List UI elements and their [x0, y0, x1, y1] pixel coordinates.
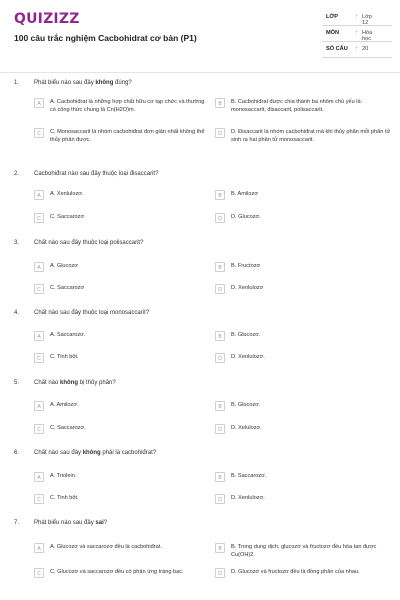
option-letter-box: C — [34, 353, 44, 363]
option-text: B. Glucozơ. — [231, 402, 261, 408]
question-number: 2. — [14, 171, 20, 177]
option-letter-box: C — [34, 213, 44, 223]
question-text — [34, 520, 107, 526]
option-letter-box: A — [34, 543, 44, 553]
option-letter-box: C — [34, 494, 44, 504]
option-text: A. Triolein. — [50, 473, 77, 479]
question-text-part: Chất nào sau đây thuộc loại polisaccarit? — [34, 240, 144, 246]
option-letter-box: D — [215, 353, 225, 363]
option-text: B. Cacbohiđrat được chia thành ba nhóm chủ yếu là: monosaccarit, đisaccarit, polisaccarit. — [231, 99, 363, 113]
option-letter-box: B — [215, 401, 225, 411]
question-text-part: Cacbohiđrat nào sau đây thuộc loại đisaccarit? — [34, 171, 159, 177]
meta-divider — [322, 57, 392, 58]
question-number: 1. — [14, 80, 20, 86]
option-letter-box: B — [215, 190, 225, 200]
question-number: 6. — [14, 450, 20, 456]
question-text — [34, 240, 143, 246]
option-letter-box: A — [34, 472, 44, 482]
meta-value: Hóa học — [362, 30, 373, 42]
option-letter-box: D — [215, 128, 225, 138]
option-letter-box: A — [34, 401, 44, 411]
question-text — [34, 80, 132, 86]
option-letter-box: D — [215, 568, 225, 578]
option-letter-box: B — [215, 331, 225, 341]
document-title: 100 câu trắc nghiệm Cacbohidrat cơ bản (P1) — [14, 33, 197, 43]
option-text: C. Saccarozơ — [50, 285, 85, 291]
option-letter-box: B — [215, 472, 225, 482]
option-text: C. Saccarozơ — [50, 214, 85, 220]
header — [0, 0, 400, 70]
option-letter-box: D — [215, 213, 225, 223]
question-text-part: ? — [103, 520, 108, 526]
option-letter-box: A — [34, 98, 44, 108]
question-text-emphasis: không — [82, 450, 101, 456]
option-text: B. Amilozơ — [231, 191, 258, 197]
question-number: 3. — [14, 240, 20, 246]
question-text-emphasis: sai — [95, 520, 104, 526]
meta-divider — [322, 41, 392, 42]
option-text: B. Saccarozơ. — [231, 473, 267, 479]
question-text — [34, 380, 116, 386]
option-letter-box: A — [34, 331, 44, 341]
option-text: D. Đisaccarit là nhóm cacbohiđrat mà khi thủy phân mỗi phân tử sinh ra hai phân tử monosaccarit. — [231, 129, 391, 143]
meta-colon: : — [356, 14, 358, 20]
option-text: D. Glucozơ. — [231, 214, 261, 220]
option-text: A. Xenlulozơ. — [50, 191, 84, 197]
question-text-part: Chất nào — [34, 380, 61, 386]
question-number: 7. — [14, 520, 20, 526]
option-text: A. Saccarozơ. — [50, 332, 86, 338]
option-text: A. Glucozơ và saccarozơ đều là cacbohiđrat. — [50, 544, 162, 550]
question-text-part: phải là cacbohiđrat? — [100, 450, 157, 456]
question-text-part: Chất nào sau đây thuộc loại monosaccarit? — [34, 310, 150, 316]
option-text: C. Tinh bột. — [50, 495, 79, 501]
question-text — [34, 171, 158, 177]
option-text: D. Xenlulozơ. — [231, 495, 265, 501]
header-divider — [0, 72, 400, 73]
question-number: 5. — [14, 380, 20, 386]
option-text: D. Xelulozơ. — [231, 425, 262, 431]
option-letter-box: C — [34, 568, 44, 578]
meta-label: MÔN — [326, 30, 340, 36]
meta-colon: : — [356, 46, 358, 52]
question-text — [34, 450, 156, 456]
question-text — [34, 310, 149, 316]
question-text-part: đúng? — [113, 80, 132, 86]
question-text-emphasis: không — [60, 380, 79, 386]
option-text: B. Glucozơ. — [231, 332, 261, 338]
option-letter-box: D — [215, 494, 225, 504]
meta-value: 20 — [362, 46, 369, 52]
option-text: B. Trong dung dịch, glucozơ và fructozơ đều hòa tan được Cu(OH)2. — [231, 544, 377, 558]
option-text: D. Glucozơ và fructozơ đều là đồng phân của nhau. — [231, 569, 360, 575]
option-text: A. Cacbohiđrat là những hợp chất hữu cơ tạp chức và thường có công thức chung là Cn(H2O)m. — [50, 99, 205, 113]
option-letter-box: A — [34, 262, 44, 272]
option-letter-box: D — [215, 284, 225, 294]
meta-value: Lớp 12 — [362, 14, 372, 26]
option-text: A. Amilozơ. — [50, 402, 79, 408]
question-text-emphasis: không — [95, 80, 114, 86]
option-letter-box: D — [215, 424, 225, 434]
question-number: 4. — [14, 310, 20, 316]
option-text: A. Glucozơ — [50, 263, 78, 269]
option-letter-box: C — [34, 128, 44, 138]
option-letter-box: C — [34, 424, 44, 434]
question-text-part: bị thủy phân? — [78, 380, 116, 386]
option-letter-box: A — [34, 190, 44, 200]
meta-label: SỐ CÂU — [326, 46, 348, 52]
option-text: B. Fructozơ — [231, 263, 261, 269]
option-text: C. Saccarozơ. — [50, 425, 86, 431]
option-text: C. Monosaccarit là nhóm cacbohiđrat đơn giản nhất không thể thủy phân được. — [50, 129, 205, 143]
question-text-part: Chất nào sau đây — [34, 450, 83, 456]
option-text: D. Xenlulozơ — [231, 285, 264, 291]
option-letter-box: B — [215, 543, 225, 553]
option-text: C. Tinh bột. — [50, 354, 79, 360]
option-text: C. Glucozơ và saccarozơ đều có phản ứng tráng bạc. — [50, 569, 184, 575]
option-letter-box: B — [215, 262, 225, 272]
option-text: D. Xenlulozơ. — [231, 354, 265, 360]
question-text-part: Phát biểu nào sau đây — [34, 520, 96, 526]
meta-divider — [322, 25, 392, 26]
quizizz-logo: QUIZIZZ — [14, 11, 80, 27]
option-letter-box: B — [215, 98, 225, 108]
question-text-part: Phát biểu nào sau đây — [34, 80, 96, 86]
option-letter-box: C — [34, 284, 44, 294]
meta-colon: : — [356, 30, 358, 36]
meta-label: LỚP — [326, 14, 338, 20]
